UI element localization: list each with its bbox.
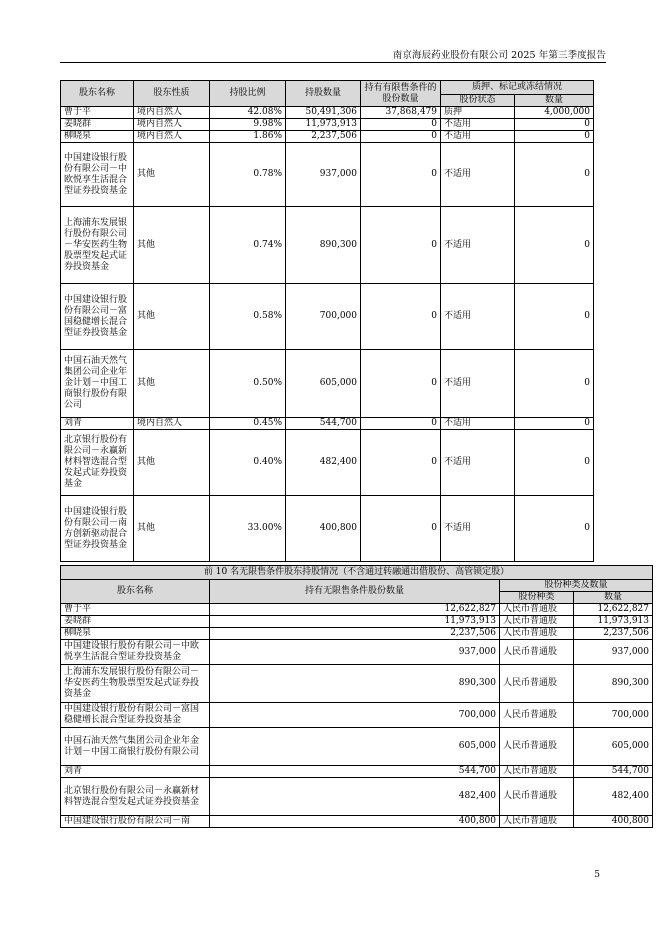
restricted-qty: 0 <box>361 350 441 418</box>
share-type: 人民币普通股 <box>500 616 574 628</box>
table-row <box>61 107 594 119</box>
pledge-status: 不适用 <box>441 496 515 562</box>
unrestricted-qty: 544,700 <box>210 766 500 778</box>
shareholder-nature: 其他 <box>134 496 210 562</box>
pledge-qty: 0 <box>515 143 594 207</box>
table-row <box>61 131 594 143</box>
holding-qty: 544,700 <box>286 418 361 430</box>
table-row <box>61 496 594 562</box>
table-row <box>61 616 653 628</box>
table-row <box>61 418 594 430</box>
share-type-qty: 11,973,913 <box>574 616 653 628</box>
shareholder-name: 上海浦东发展银行股份有限公司－华安医药生物股票型发起式证券投资基金 <box>61 665 210 703</box>
top10-shareholders-table <box>60 80 594 562</box>
table-row <box>61 207 594 284</box>
holding-ratio: 0.58% <box>210 284 286 350</box>
shareholder-nature: 其他 <box>134 430 210 496</box>
col-header-qty: 持股数量 <box>286 81 361 107</box>
unrestricted-qty: 11,973,913 <box>210 616 500 628</box>
shareholder-nature: 境内自然人 <box>134 119 210 131</box>
shareholder-name: 中国石油天然气集团公司企业年金计划－中国工商银行股份有限公司 <box>61 350 134 418</box>
holding-qty: 50,491,306 <box>286 107 361 119</box>
col-header-type-group: 股份种类及数量 <box>500 580 653 592</box>
shareholder-name: 中国建设银行股份有限公司－中欧悦享生活混合型证券投资基金 <box>61 640 210 665</box>
table-row <box>61 778 653 816</box>
pledge-status: 不适用 <box>441 430 515 496</box>
share-type: 人民币普通股 <box>500 766 574 778</box>
share-type: 人民币普通股 <box>500 778 574 816</box>
shareholder-name: 中国建设银行股份有限公司－中欧悦享生活混合型证券投资基金 <box>61 143 134 207</box>
holding-qty: 605,000 <box>286 350 361 418</box>
shareholder-nature: 其他 <box>134 143 210 207</box>
shareholder-name: 中国建设银行股份有限公司－富国稳健增长混合型证券投资基金 <box>61 284 134 350</box>
pledge-qty: 0 <box>515 131 594 143</box>
share-type-qty: 400,800 <box>574 816 653 828</box>
restricted-qty: 37,868,479 <box>361 107 441 119</box>
table-row <box>61 430 594 496</box>
col-header-name: 股东名称 <box>61 81 134 107</box>
shareholder-name: 刘青 <box>61 418 134 430</box>
unrestricted-shareholders-table <box>60 565 653 828</box>
holding-qty: 482,400 <box>286 430 361 496</box>
holding-qty: 400,800 <box>286 496 361 562</box>
share-type: 人民币普通股 <box>500 640 574 665</box>
shareholder-name: 柳晓泉 <box>61 131 134 143</box>
pledge-status: 不适用 <box>441 119 515 131</box>
pledge-status: 质押 <box>441 107 515 119</box>
table-row <box>61 766 653 778</box>
shareholder-name: 上海浦东发展银行股份有限公司－华安医药生物股票型发起式证券投资基金 <box>61 207 134 284</box>
holding-qty: 2,237,506 <box>286 131 361 143</box>
pledge-qty: 0 <box>515 284 594 350</box>
col-header-type-qty: 数量 <box>574 592 653 604</box>
pledge-status: 不适用 <box>441 207 515 284</box>
pledge-qty: 4,000,000 <box>515 107 594 119</box>
holding-ratio: 0.50% <box>210 350 286 418</box>
shareholder-name: 曹于平 <box>61 604 210 616</box>
page-number: 5 <box>594 870 600 880</box>
unrestricted-qty: 937,000 <box>210 640 500 665</box>
holding-ratio: 0.74% <box>210 207 286 284</box>
share-type-qty: 937,000 <box>574 640 653 665</box>
unrestricted-qty: 12,622,827 <box>210 604 500 616</box>
share-type-qty: 482,400 <box>574 778 653 816</box>
shareholder-name: 中国石油天然气集团公司企业年金计划－中国工商银行股份有限公司 <box>61 728 210 766</box>
unrestricted-qty: 605,000 <box>210 728 500 766</box>
pledge-qty: 0 <box>515 430 594 496</box>
pledge-qty: 0 <box>515 350 594 418</box>
share-type-qty: 700,000 <box>574 703 653 728</box>
shareholder-name: 北京银行股份有限公司－永赢新材料智选混合型发起式证券投资基金 <box>61 778 210 816</box>
holding-ratio: 0.78% <box>210 143 286 207</box>
unrestricted-qty: 482,400 <box>210 778 500 816</box>
table-row <box>61 703 653 728</box>
share-type-qty: 605,000 <box>574 728 653 766</box>
col-header-name: 股东名称 <box>61 580 210 604</box>
holding-ratio: 0.40% <box>210 430 286 496</box>
shareholder-nature: 境内自然人 <box>134 131 210 143</box>
table-row <box>61 628 653 640</box>
pledge-qty: 0 <box>515 418 594 430</box>
holding-ratio: 1.86% <box>210 131 286 143</box>
share-type-qty: 890,300 <box>574 665 653 703</box>
pledge-status: 不适用 <box>441 350 515 418</box>
holding-ratio: 9.98% <box>210 119 286 131</box>
shareholder-nature: 境内自然人 <box>134 418 210 430</box>
share-type: 人民币普通股 <box>500 703 574 728</box>
restricted-qty: 0 <box>361 119 441 131</box>
pledge-qty: 0 <box>515 207 594 284</box>
share-type-qty: 544,700 <box>574 766 653 778</box>
col-header-nature: 股东性质 <box>134 81 210 107</box>
restricted-qty: 0 <box>361 496 441 562</box>
shareholder-nature: 境内自然人 <box>134 107 210 119</box>
table-row <box>61 816 653 828</box>
pledge-qty: 0 <box>515 496 594 562</box>
col-header-pledge-group: 质押、标记或冻结情况 <box>441 81 594 95</box>
table-row <box>61 119 594 131</box>
unrestricted-qty: 890,300 <box>210 665 500 703</box>
table-row <box>61 143 594 207</box>
unrestricted-qty: 700,000 <box>210 703 500 728</box>
shareholder-name: 姜晓群 <box>61 119 134 131</box>
shareholder-name: 中国建设银行股份有限公司－南 <box>61 816 210 828</box>
share-type: 人民币普通股 <box>500 665 574 703</box>
col-header-type: 股份种类 <box>500 592 574 604</box>
pledge-status: 不适用 <box>441 418 515 430</box>
pledge-status: 不适用 <box>441 131 515 143</box>
holding-qty: 700,000 <box>286 284 361 350</box>
share-type: 人民币普通股 <box>500 728 574 766</box>
restricted-qty: 0 <box>361 207 441 284</box>
shareholder-name: 中国建设银行股份有限公司－富国稳健增长混合型证券投资基金 <box>61 703 210 728</box>
restricted-qty: 0 <box>361 418 441 430</box>
section-title: 前 10 名无限售条件股东持股情况（不含通过转融通出借股份、高管锁定股） <box>61 566 653 580</box>
pledge-qty: 0 <box>515 119 594 131</box>
holding-qty: 937,000 <box>286 143 361 207</box>
holding-qty: 890,300 <box>286 207 361 284</box>
report-header: 南京海辰药业股份有限公司 2025 年第三季度报告 <box>392 50 606 61</box>
holding-ratio: 33.00% <box>210 496 286 562</box>
table-row <box>61 665 653 703</box>
shareholder-nature: 其他 <box>134 284 210 350</box>
share-type-qty: 2,237,506 <box>574 628 653 640</box>
col-header-restricted: 持有有限售条件的股份数量 <box>361 81 441 107</box>
unrestricted-qty: 400,800 <box>210 816 500 828</box>
table-row <box>61 728 653 766</box>
restricted-qty: 0 <box>361 143 441 207</box>
table-row <box>61 640 653 665</box>
col-header-ratio: 持股比例 <box>210 81 286 107</box>
header-rule <box>60 62 606 63</box>
shareholder-name: 曹于平 <box>61 107 134 119</box>
pledge-status: 不适用 <box>441 284 515 350</box>
pledge-status: 不适用 <box>441 143 515 207</box>
table-row <box>61 284 594 350</box>
shareholder-name: 刘青 <box>61 766 210 778</box>
table-row <box>61 350 594 418</box>
holding-ratio: 42.08% <box>210 107 286 119</box>
table-row <box>61 604 653 616</box>
share-type: 人民币普通股 <box>500 628 574 640</box>
shareholder-name: 姜晓群 <box>61 616 210 628</box>
unrestricted-qty: 2,237,506 <box>210 628 500 640</box>
share-type: 人民币普通股 <box>500 816 574 828</box>
restricted-qty: 0 <box>361 131 441 143</box>
share-type-qty: 12,622,827 <box>574 604 653 616</box>
col-header-unrestricted-qty: 持有无限售条件股份数量 <box>210 580 500 604</box>
col-header-pledge-qty: 数量 <box>515 95 594 107</box>
shareholder-nature: 其他 <box>134 350 210 418</box>
shareholder-nature: 其他 <box>134 207 210 284</box>
shareholder-name: 中国建设银行股份有限公司－南方创新驱动混合型证券投资基金 <box>61 496 134 562</box>
holding-qty: 11,973,913 <box>286 119 361 131</box>
shareholder-name: 北京银行股份有限公司－永赢新材料智选混合型发起式证券投资基金 <box>61 430 134 496</box>
shareholder-name: 柳晓泉 <box>61 628 210 640</box>
col-header-pledge-status: 股份状态 <box>441 95 515 107</box>
holding-ratio: 0.45% <box>210 418 286 430</box>
restricted-qty: 0 <box>361 430 441 496</box>
restricted-qty: 0 <box>361 284 441 350</box>
share-type: 人民币普通股 <box>500 604 574 616</box>
